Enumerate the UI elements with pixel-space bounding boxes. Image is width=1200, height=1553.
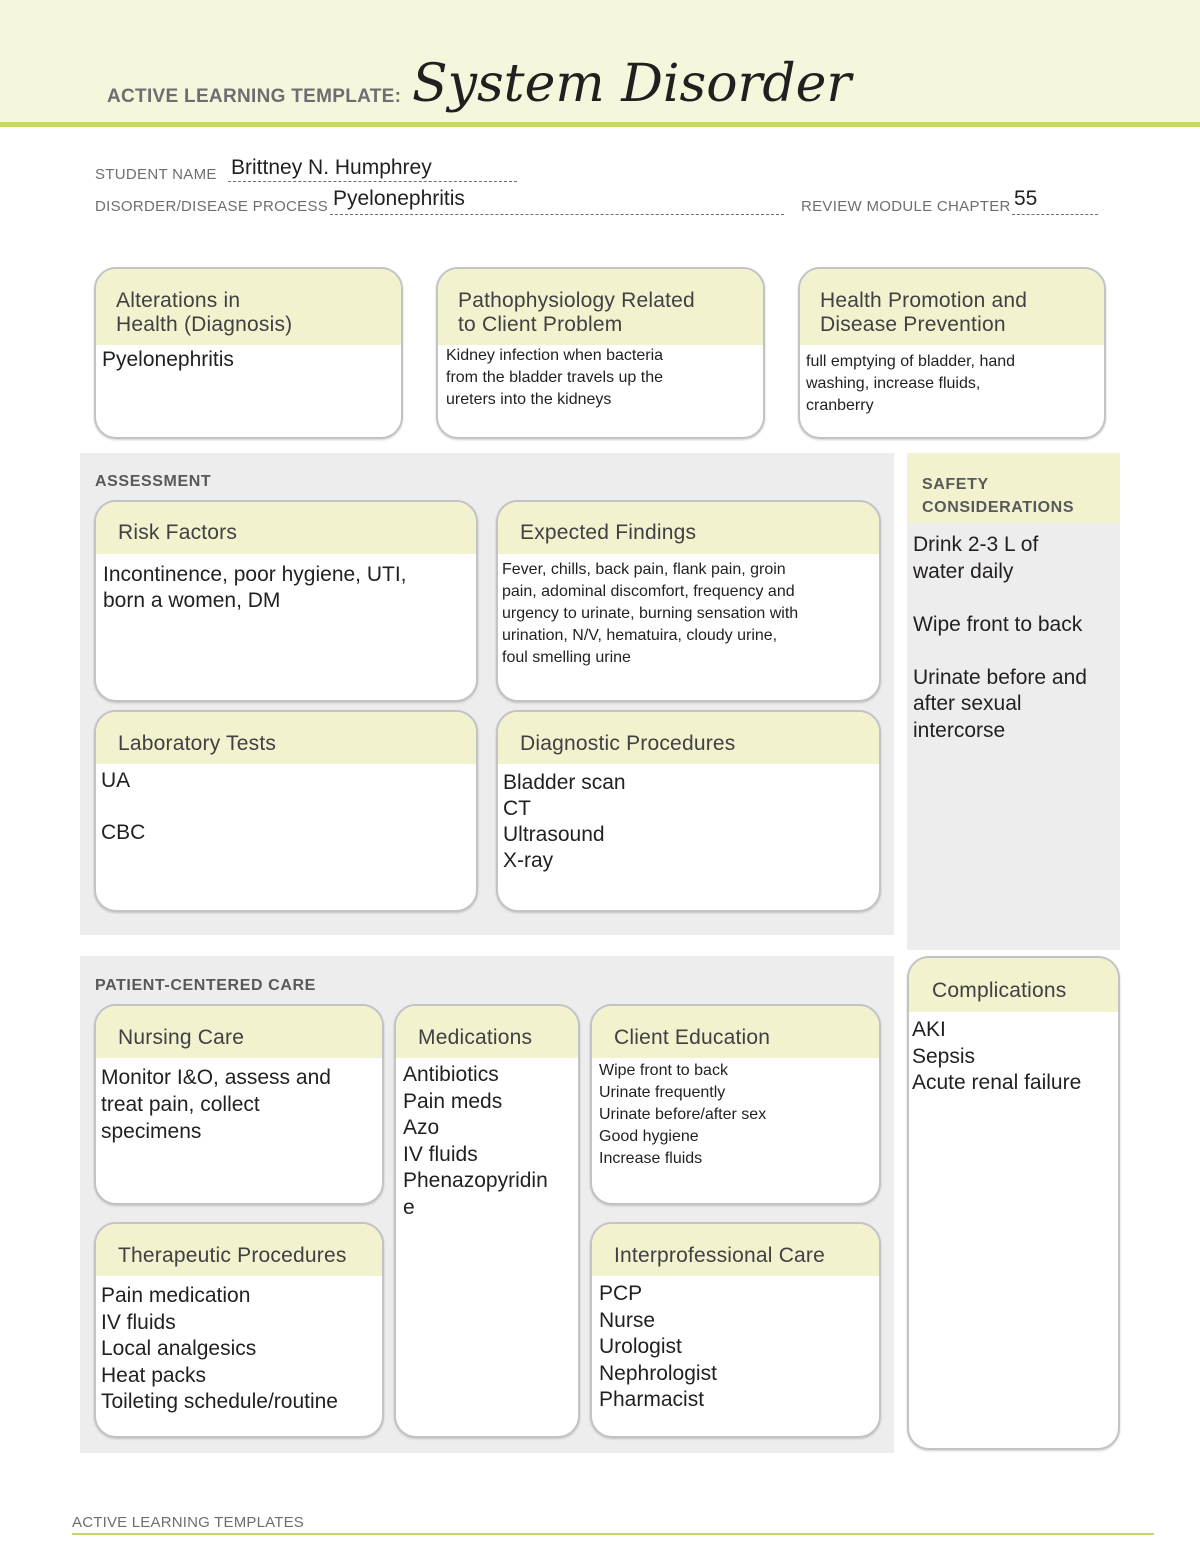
student-name-label: STUDENT NAME: [95, 166, 217, 183]
nursing-care-box: [94, 1004, 384, 1205]
alterations-in-health-box: [94, 267, 403, 439]
student-name-value[interactable]: Brittney N. Humphrey: [231, 156, 432, 179]
assessment-label: ASSESSMENT: [95, 473, 212, 490]
therapeutic-procedures-body[interactable]: Pain medication IV fluids Local analgesics Heat packs Toileting schedule/routine: [101, 1284, 338, 1413]
client-education-body[interactable]: Wipe front to back Urinate frequently Urinate before/after sex Good hygiene Increase fluids: [599, 1062, 767, 1167]
medications-box: [394, 1004, 580, 1438]
alterations-body[interactable]: Pyelonephritis: [102, 348, 234, 371]
laboratory-tests-box: [94, 710, 478, 912]
health-promotion-body[interactable]: full emptying of bladder, hand washing, increase fluids, cranberry: [806, 353, 1016, 414]
pathophysiology-box: [436, 267, 765, 439]
disorder-label: DISORDER/DISEASE PROCESS: [95, 198, 329, 215]
chapter-label: REVIEW MODULE CHAPTER: [801, 198, 1011, 215]
diagnostic-procedures-box: [496, 710, 881, 912]
disorder-line: [330, 214, 784, 215]
interprofessional-care-box: [590, 1222, 881, 1438]
student-name-line: [228, 181, 517, 182]
nursing-care-body[interactable]: Monitor I&O, assess and treat pain, collect specimens: [101, 1066, 331, 1143]
diagnostic-procedures-title: Diagnostic Procedures: [498, 712, 879, 764]
laboratory-tests-title: Laboratory Tests: [96, 712, 476, 764]
safety-label: SAFETY CONSIDERATIONS: [922, 476, 1075, 516]
patient-centered-care-label: PATIENT-CENTERED CARE: [95, 977, 316, 994]
risk-factors-box: [94, 500, 478, 702]
client-education-title: Client Education: [592, 1006, 879, 1058]
complications-body[interactable]: AKI Sepsis Acute renal failure: [912, 1018, 1082, 1094]
diagnostic-procedures-body[interactable]: Bladder scan CT Ultrasound X-ray: [503, 771, 626, 872]
laboratory-tests-body[interactable]: UA CBC: [101, 769, 146, 844]
interprofessional-care-body[interactable]: PCP Nurse Urologist Nephrologist Pharmacist: [599, 1282, 717, 1411]
expected-findings-body[interactable]: Fever, chills, back pain, flank pain, groin pain, adominal discomfort, frequency and urgency to urinate, burning sensation with urination, N/V, hematuira, cloudy urine, foul smelling urine: [502, 561, 799, 666]
health-promotion-title: Health Promotion and Disease Prevention: [800, 269, 1104, 345]
interprofessional-care-title: Interprofessional Care: [592, 1224, 879, 1276]
medications-body[interactable]: Antibiotics Pain meds Azo IV fluids Phenazopyridin e: [403, 1063, 548, 1219]
complications-title: Complications: [909, 958, 1118, 1012]
medications-title: Medications: [396, 1006, 578, 1058]
footer-rule: [72, 1533, 1154, 1535]
therapeutic-procedures-box: [94, 1222, 384, 1438]
pathophysiology-body[interactable]: Kidney infection when bacteria from the bladder travels up the ureters into the kidneys: [446, 347, 664, 408]
expected-findings-box: [496, 500, 881, 702]
client-education-box: [590, 1004, 881, 1205]
expected-findings-title: Expected Findings: [498, 502, 879, 554]
header-rule: [0, 122, 1200, 127]
safety-body[interactable]: Drink 2-3 L of water daily Wipe front to back Urinate before and after sexual intercorse: [913, 533, 1087, 742]
chapter-line: [1012, 214, 1098, 215]
risk-factors-title: Risk Factors: [96, 502, 476, 554]
risk-factors-body[interactable]: Incontinence, poor hygiene, UTI, born a women, DM: [103, 563, 407, 612]
page-title: System Disorder: [412, 54, 852, 114]
complications-box: [907, 956, 1120, 1450]
footer-label: ACTIVE LEARNING TEMPLATES: [72, 1514, 304, 1531]
health-promotion-box: [798, 267, 1106, 439]
alterations-title: Alterations in Health (Diagnosis): [96, 269, 401, 345]
template-label: ACTIVE LEARNING TEMPLATE:: [107, 86, 402, 107]
nursing-care-title: Nursing Care: [96, 1006, 382, 1058]
disorder-value[interactable]: Pyelonephritis: [333, 187, 465, 210]
therapeutic-procedures-title: Therapeutic Procedures: [96, 1224, 382, 1276]
chapter-value[interactable]: 55: [1014, 187, 1038, 210]
pathophysiology-title: Pathophysiology Related to Client Problem: [438, 269, 763, 345]
